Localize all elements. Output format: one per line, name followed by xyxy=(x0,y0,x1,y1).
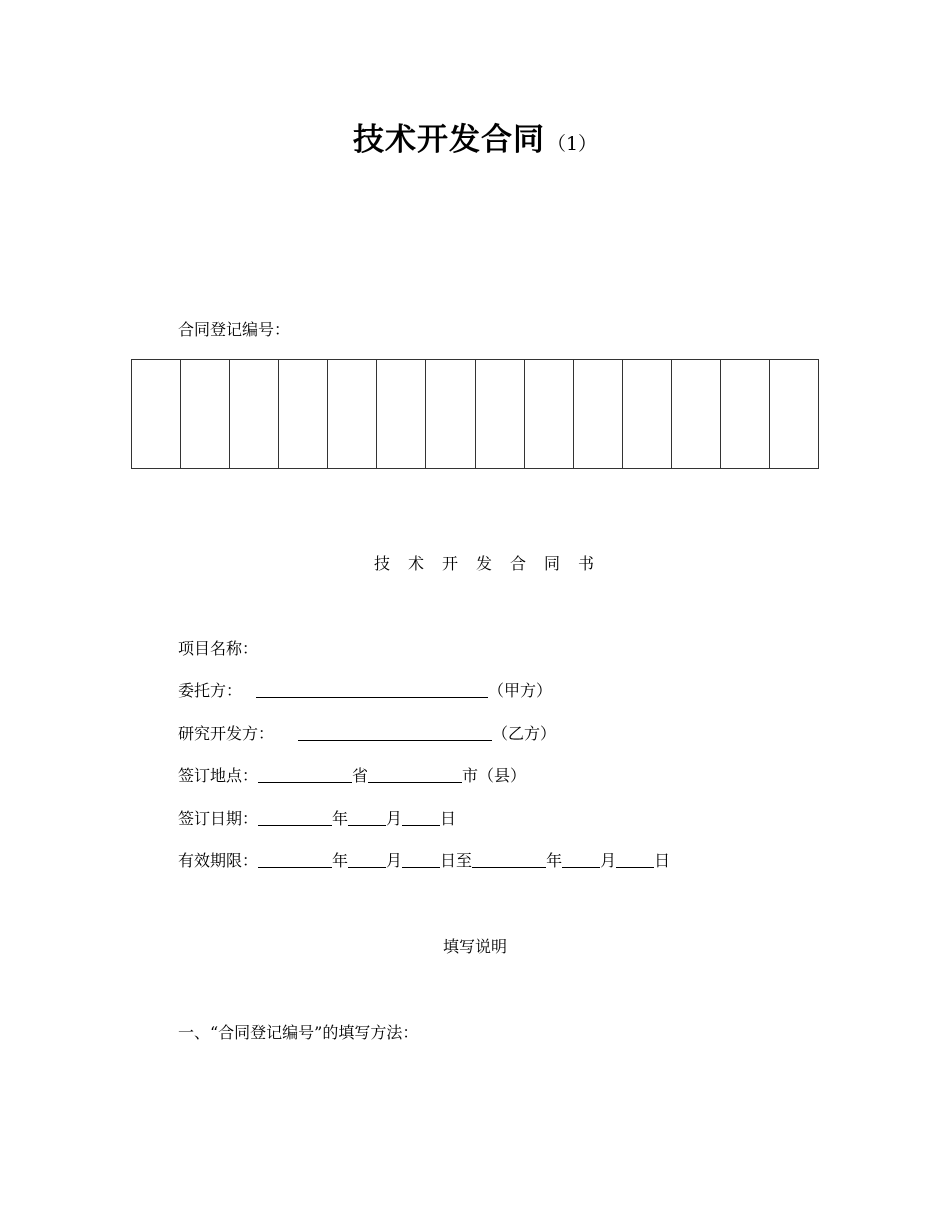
validity-end-day-unit: 日 xyxy=(654,851,671,870)
place-field xyxy=(178,766,526,786)
registration-digit-box[interactable] xyxy=(770,360,818,468)
date-day-unit: 日 xyxy=(440,809,457,828)
registration-digit-box[interactable] xyxy=(672,360,721,468)
title-main: 技术开发合同 xyxy=(352,122,545,158)
registration-digit-box[interactable] xyxy=(623,360,672,468)
validity-start-day-blank[interactable] xyxy=(402,851,440,868)
validity-start-month-blank[interactable] xyxy=(348,851,386,868)
validity-end-year-unit: 年 xyxy=(546,851,563,870)
client-field xyxy=(178,681,552,701)
validity-end-year-blank[interactable] xyxy=(472,851,546,868)
registration-digit-box[interactable] xyxy=(721,360,770,468)
project-name-label: 项目名称： xyxy=(178,639,259,658)
place-label: 签订地点： xyxy=(178,766,259,785)
validity-end-month-unit: 月 xyxy=(600,851,617,870)
instructions-heading: 填写说明 xyxy=(442,937,507,956)
title-number: （1） xyxy=(546,133,598,155)
contract-subtitle: 技术开发合同书 xyxy=(373,554,612,573)
registration-digit-box[interactable] xyxy=(230,360,279,468)
instructions-item-1: 一、“合同登记编号”的填写方法： xyxy=(178,1023,419,1042)
document-title xyxy=(0,114,950,159)
date-month-blank[interactable] xyxy=(348,809,386,826)
registration-number-label: 合同登记编号： xyxy=(178,320,291,339)
developer-suffix: （乙方） xyxy=(492,724,557,743)
registration-digit-box[interactable] xyxy=(525,360,574,468)
date-day-blank[interactable] xyxy=(402,809,440,826)
province-blank[interactable] xyxy=(258,766,352,783)
validity-label: 有效期限： xyxy=(178,851,259,870)
registration-digit-box[interactable] xyxy=(279,360,328,468)
date-label: 签订日期： xyxy=(178,809,259,828)
date-year-unit: 年 xyxy=(332,809,349,828)
validity-start-month-unit: 月 xyxy=(386,851,403,870)
date-year-blank[interactable] xyxy=(258,809,332,826)
validity-end-month-blank[interactable] xyxy=(562,851,600,868)
validity-field xyxy=(178,851,670,871)
registration-digit-box[interactable] xyxy=(328,360,377,468)
city-blank[interactable] xyxy=(368,766,462,783)
registration-number-boxes xyxy=(131,359,819,469)
developer-label: 研究开发方： xyxy=(178,724,275,743)
registration-digit-box[interactable] xyxy=(132,360,181,468)
registration-digit-box[interactable] xyxy=(181,360,230,468)
validity-start-year-blank[interactable] xyxy=(258,851,332,868)
registration-digit-box[interactable] xyxy=(426,360,475,468)
client-label: 委托方： xyxy=(178,681,243,700)
date-field xyxy=(178,809,456,829)
project-name-field xyxy=(178,639,258,659)
province-unit: 省 xyxy=(352,766,369,785)
client-blank[interactable] xyxy=(256,681,488,698)
registration-digit-box[interactable] xyxy=(377,360,426,468)
validity-to-text: 日至 xyxy=(440,851,473,870)
registration-digit-box[interactable] xyxy=(476,360,525,468)
developer-field xyxy=(178,724,556,744)
client-suffix: （甲方） xyxy=(488,681,553,700)
validity-start-year-unit: 年 xyxy=(332,851,349,870)
date-month-unit: 月 xyxy=(386,809,403,828)
validity-end-day-blank[interactable] xyxy=(616,851,654,868)
city-unit: 市（县） xyxy=(462,766,527,785)
developer-blank[interactable] xyxy=(298,724,492,741)
registration-digit-box[interactable] xyxy=(574,360,623,468)
